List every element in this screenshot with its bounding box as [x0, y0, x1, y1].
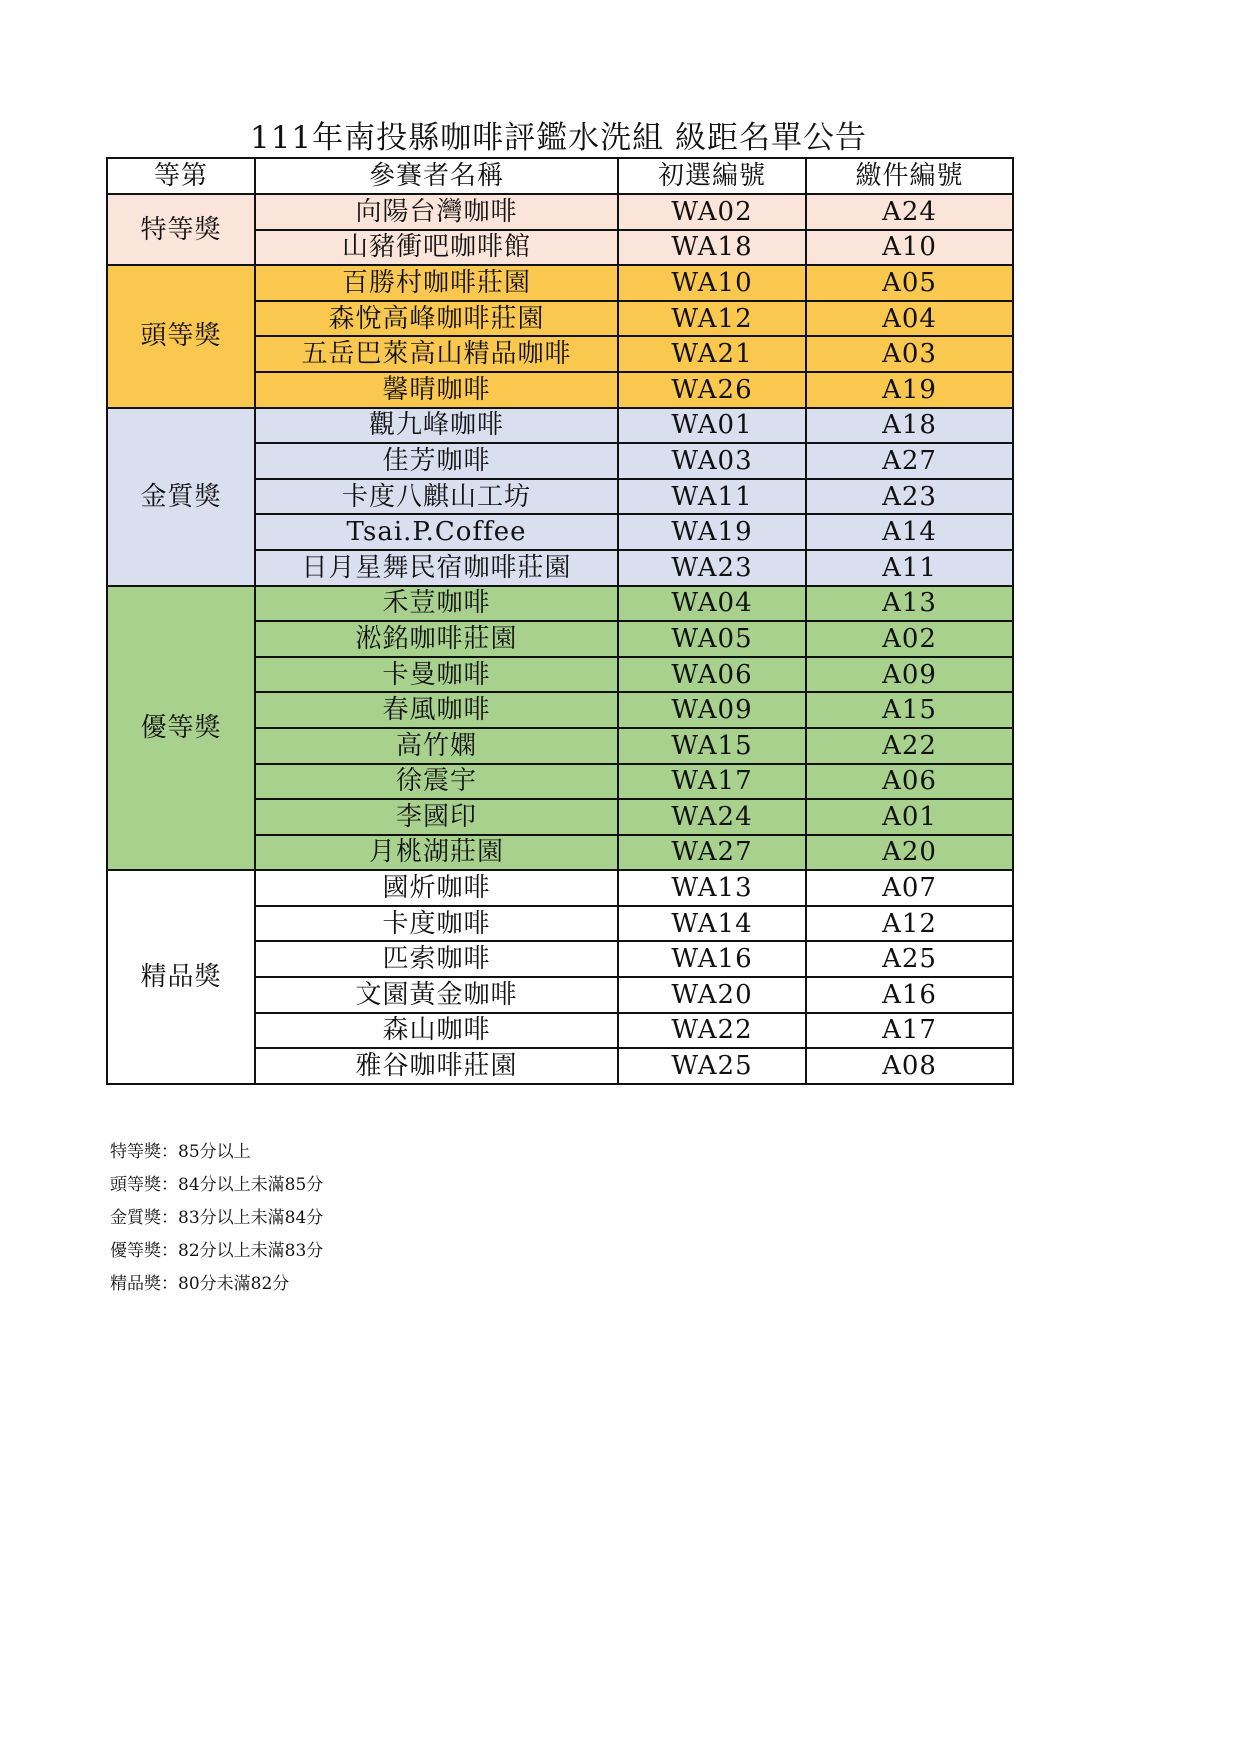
entrant-name: 山豬衝吧咖啡館 [255, 230, 618, 266]
note-special: 特等獎：85分以上 [110, 1142, 251, 1162]
entrant-name: 春風咖啡 [255, 692, 618, 728]
table-row [107, 194, 1013, 230]
submission-number: A07 [806, 870, 1013, 906]
entrant-name: Tsai.P.Coffee [255, 514, 618, 550]
submission-number: A22 [806, 728, 1013, 764]
tier-special: 特等獎 [107, 194, 255, 265]
entrant-name: 匹索咖啡 [255, 941, 618, 977]
prelim-number: WA16 [618, 941, 806, 977]
entrant-name: 雅谷咖啡莊園 [255, 1048, 618, 1084]
prelim-number: WA23 [618, 550, 806, 586]
prelim-number: WA13 [618, 870, 806, 906]
submission-number: A15 [806, 692, 1013, 728]
submission-number: A20 [806, 835, 1013, 871]
entrant-name: 徐震宇 [255, 764, 618, 800]
prelim-number: WA11 [618, 479, 806, 515]
submission-number: A16 [806, 977, 1013, 1013]
submission-number: A23 [806, 479, 1013, 515]
table-row [107, 265, 1013, 301]
prelim-number: WA24 [618, 799, 806, 835]
prelim-number: WA09 [618, 692, 806, 728]
prelim-number: WA12 [618, 301, 806, 337]
prelim-number: WA15 [618, 728, 806, 764]
prelim-number: WA17 [618, 764, 806, 800]
submission-number: A12 [806, 906, 1013, 942]
submission-number: A25 [806, 941, 1013, 977]
prelim-number: WA04 [618, 586, 806, 622]
header-entrant-name: 參賽者名稱 [255, 158, 618, 194]
submission-number: A05 [806, 265, 1013, 301]
prelim-number: WA21 [618, 336, 806, 372]
prelim-number: WA14 [618, 906, 806, 942]
submission-number: A09 [806, 657, 1013, 693]
table-header-row [107, 158, 1013, 194]
header-prelim-number: 初選編號 [618, 158, 806, 194]
prelim-number: WA02 [618, 194, 806, 230]
header-tier: 等第 [107, 158, 255, 194]
page-title: 111年南投縣咖啡評鑑水洗組 級距名單公告 [249, 120, 868, 156]
entrant-name: 卡度八麒山工坊 [255, 479, 618, 515]
prelim-number: WA19 [618, 514, 806, 550]
entrant-name: 月桃湖莊園 [255, 835, 618, 871]
submission-number: A27 [806, 443, 1013, 479]
entrant-name: 國炘咖啡 [255, 870, 618, 906]
submission-number: A24 [806, 194, 1013, 230]
submission-number: A17 [806, 1013, 1013, 1049]
submission-number: A03 [806, 336, 1013, 372]
submission-number: A11 [806, 550, 1013, 586]
prelim-number: WA01 [618, 408, 806, 444]
entrant-name: 向陽台灣咖啡 [255, 194, 618, 230]
submission-number: A14 [806, 514, 1013, 550]
entrant-name: 百勝村咖啡莊園 [255, 265, 618, 301]
submission-number: A10 [806, 230, 1013, 266]
entrant-name: 李國印 [255, 799, 618, 835]
score-notes [110, 1136, 323, 1301]
prelim-number: WA18 [618, 230, 806, 266]
table-row [107, 408, 1013, 444]
prelim-number: WA05 [618, 621, 806, 657]
entrant-name: 馨晴咖啡 [255, 372, 618, 408]
table-row [107, 870, 1013, 906]
entrant-name: 文園黃金咖啡 [255, 977, 618, 1013]
submission-number: A01 [806, 799, 1013, 835]
note-gold: 金質獎：83分以上未滿84分 [110, 1208, 324, 1228]
table-row [107, 586, 1013, 622]
results-table [106, 157, 1014, 1085]
note-first: 頭等獎：84分以上未滿85分 [110, 1175, 324, 1195]
prelim-number: WA10 [618, 265, 806, 301]
note-excellent: 優等獎：82分以上未滿83分 [110, 1241, 324, 1261]
submission-number: A04 [806, 301, 1013, 337]
tier-excellent: 優等獎 [107, 586, 255, 871]
prelim-number: WA22 [618, 1013, 806, 1049]
entrant-name: 日月星舞民宿咖啡莊園 [255, 550, 618, 586]
entrant-name: 佳芳咖啡 [255, 443, 618, 479]
entrant-name: 卡度咖啡 [255, 906, 618, 942]
entrant-name: 禾荳咖啡 [255, 586, 618, 622]
tier-gold: 金質獎 [107, 408, 255, 586]
header-submission-number: 繳件編號 [806, 158, 1013, 194]
entrant-name: 五岳巴萊高山精品咖啡 [255, 336, 618, 372]
tier-first: 頭等獎 [107, 265, 255, 407]
entrant-name: 淞銘咖啡莊園 [255, 621, 618, 657]
prelim-number: WA26 [618, 372, 806, 408]
entrant-name: 高竹嫻 [255, 728, 618, 764]
prelim-number: WA06 [618, 657, 806, 693]
prelim-number: WA27 [618, 835, 806, 871]
entrant-name: 森山咖啡 [255, 1013, 618, 1049]
submission-number: A08 [806, 1048, 1013, 1084]
submission-number: A19 [806, 372, 1013, 408]
submission-number: A06 [806, 764, 1013, 800]
note-fine: 精品獎：80分未滿82分 [110, 1274, 290, 1294]
prelim-number: WA03 [618, 443, 806, 479]
submission-number: A02 [806, 621, 1013, 657]
prelim-number: WA20 [618, 977, 806, 1013]
prelim-number: WA25 [618, 1048, 806, 1084]
entrant-name: 觀九峰咖啡 [255, 408, 618, 444]
entrant-name: 森悅高峰咖啡莊園 [255, 301, 618, 337]
entrant-name: 卡曼咖啡 [255, 657, 618, 693]
tier-fine: 精品獎 [107, 870, 255, 1084]
submission-number: A18 [806, 408, 1013, 444]
submission-number: A13 [806, 586, 1013, 622]
